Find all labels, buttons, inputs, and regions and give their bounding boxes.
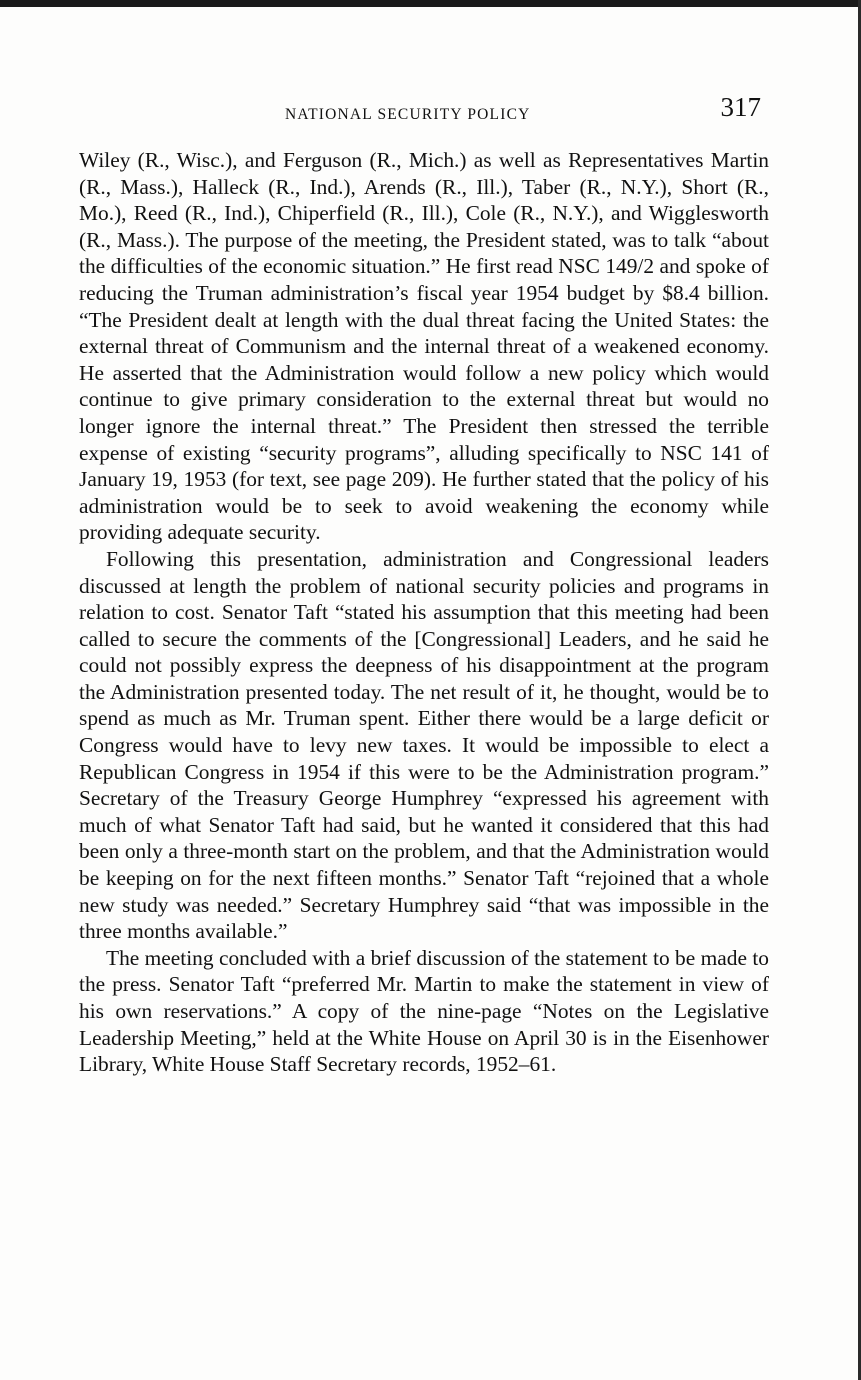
paragraph-discussion: Following this presentation, administration and Congressional leaders discussed at length the problem of national security policies and programs in relation to cost. Senator Taft “stated his assumption that this meeting had been called to secure the comments of the [Congressional] Leaders, and he said he could not possibly express the deepness of his disappointment at the program the Administration presented today. The net result of it, he thought, would be to spend as much as Mr. Truman spent. Either there would be a large deficit or Congress would have to levy new taxes. It would be impossible to elect a Republican Congress in 1954 if this were to be the Administration program.” Secretary of the Treasury George Humphrey “expressed his agreement with much of what Senator Taft had said, but he wanted it considered that this had been only a three-month start on the problem, and that the Administration would be keeping on for the next fifteen months.” Senator Taft “rejoined that a whole new study was needed.” Secretary Humphrey said “that was impossible in the three months available.” — [79, 546, 769, 944]
paragraph-conclusion: The meeting concluded with a brief discussion of the statement to be made to the press. Senator Taft “preferred Mr. Martin to make the statement in view of his own reservations.” A copy of the nine-page “Notes on the Legislative Leadership Meeting,” held at the White House on April 30 is in the Eisenhower Library, White House Staff Secretary records, 1952–61. — [79, 945, 769, 1077]
paragraph-continuation: Wiley (R., Wisc.), and Ferguson (R., Mich.) as well as Representatives Martin (R., Mass.), Halleck (R., Ind.), Arends (R., Ill.), Taber (R., N.Y.), Short (R., Mo.), Reed (R., Ind.), Chiperfield (R., Ill.), Cole (R., N.Y.), and Wigglesworth (R., Mass.). The purpose of the meeting, the President stated, was to talk “about the difficulties of the economic situation.” He first read NSC 149/2 and spoke of reducing the Truman administration’s fiscal year 1954 budget by $8.4 billion. “The President dealt at length with the dual threat facing the United States: the external threat of Communism and the internal threat of a weakened economy. He asserted that the Administration would follow a new policy which would continue to give primary consideration to the external threat but would no longer ignore the internal threat.” The President then stressed the terrible expense of existing “security programs”, alluding specifically to NSC 141 of January 19, 1953 (for text, see page 209). He further stated that the policy of his administration would be to seek to avoid weakening the economy while providing adequate security. — [79, 148, 769, 545]
page-number: 317 — [720, 92, 761, 122]
running-head: NATIONAL SECURITY POLICY — [285, 106, 531, 123]
top-scan-border — [0, 0, 861, 7]
body-text — [79, 147, 769, 1078]
page-header — [79, 92, 769, 132]
